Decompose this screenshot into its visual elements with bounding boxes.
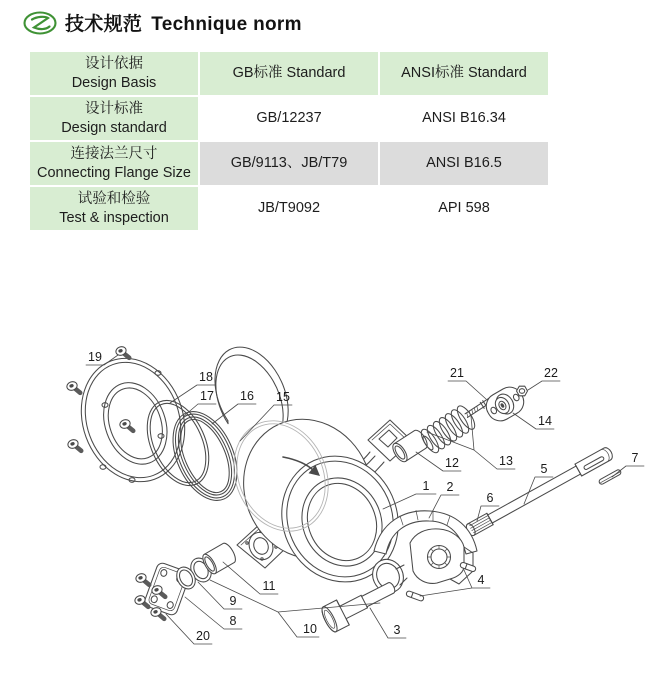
- svg-text:7: 7: [631, 451, 639, 465]
- part-label-7: [612, 451, 644, 477]
- table-row: [30, 142, 548, 185]
- part-label-12: [416, 452, 461, 471]
- page-title-en: Technique norm: [151, 14, 302, 35]
- part-label-21: [448, 366, 486, 399]
- cell-gb-design-standard: GB/12237: [200, 97, 378, 140]
- svg-text:14: 14: [538, 414, 552, 428]
- svg-text:4: 4: [477, 573, 485, 587]
- cell-test-inspection: 试验和检验 Test & inspection: [30, 187, 198, 230]
- svg-text:1: 1: [422, 479, 430, 493]
- svg-text:20: 20: [196, 629, 210, 643]
- svg-text:21: 21: [450, 366, 464, 380]
- cell-ansi-standard-header: ANSI标准 Standard: [380, 52, 548, 95]
- svg-text:11: 11: [262, 579, 276, 593]
- part-label-17: [184, 389, 216, 416]
- cell-ansi-design-standard: ANSI B16.34: [380, 97, 548, 140]
- header: [22, 9, 302, 36]
- cell-design-standard: 设计标准 Design standard: [30, 97, 198, 140]
- svg-text:16: 16: [240, 389, 254, 403]
- svg-text:19: 19: [88, 350, 102, 364]
- cell-connecting-flange-size: 连接法兰尺寸 Connecting Flange Size: [30, 142, 198, 185]
- svg-text:10: 10: [303, 622, 317, 636]
- svg-text:12: 12: [445, 456, 459, 470]
- part-label-22: [528, 366, 560, 390]
- part-label-3: [370, 608, 406, 638]
- cell-gb-standard-header: GB标准 Standard: [200, 52, 378, 95]
- cell-design-basis: 设计依据 Design Basis: [30, 52, 198, 95]
- part-22-hex-nut: [517, 386, 528, 396]
- svg-text:18: 18: [199, 370, 213, 384]
- part-label-13: [427, 416, 515, 469]
- part-label-16: [212, 389, 256, 424]
- svg-text:22: 22: [544, 366, 558, 380]
- svg-text:3: 3: [393, 623, 401, 637]
- cell-ansi-flange-size: ANSI B16.5: [380, 142, 548, 185]
- svg-text:6: 6: [486, 491, 494, 505]
- part-label-9: [198, 582, 242, 609]
- cell-api-test-standard: API 598: [380, 187, 548, 230]
- cell-gb-test-standard: JB/T9092: [200, 187, 378, 230]
- part-label-14: [513, 413, 554, 429]
- page-title-zh: 技术规范: [65, 14, 143, 35]
- part-3-shaft: [319, 574, 400, 634]
- part-label-11: [223, 562, 278, 594]
- exploded-valve-diagram: [0, 237, 650, 694]
- technique-norm-table: [28, 50, 550, 232]
- svg-text:13: 13: [499, 454, 513, 468]
- cell-gb-flange-size: GB/9113、JB/T79: [200, 142, 378, 185]
- table-row: [30, 52, 548, 95]
- svg-text:8: 8: [229, 614, 237, 628]
- svg-text:9: 9: [229, 594, 237, 608]
- page-title: [65, 9, 302, 36]
- svg-text:15: 15: [276, 390, 290, 404]
- part-label-20: [166, 614, 212, 644]
- svg-text:17: 17: [200, 389, 214, 403]
- table-row: [30, 97, 548, 140]
- part-7-lock-pin: [598, 469, 622, 485]
- svg-text:5: 5: [540, 462, 548, 476]
- brand-logo-icon: [22, 10, 58, 36]
- table-row: [30, 187, 548, 230]
- svg-text:2: 2: [446, 480, 454, 494]
